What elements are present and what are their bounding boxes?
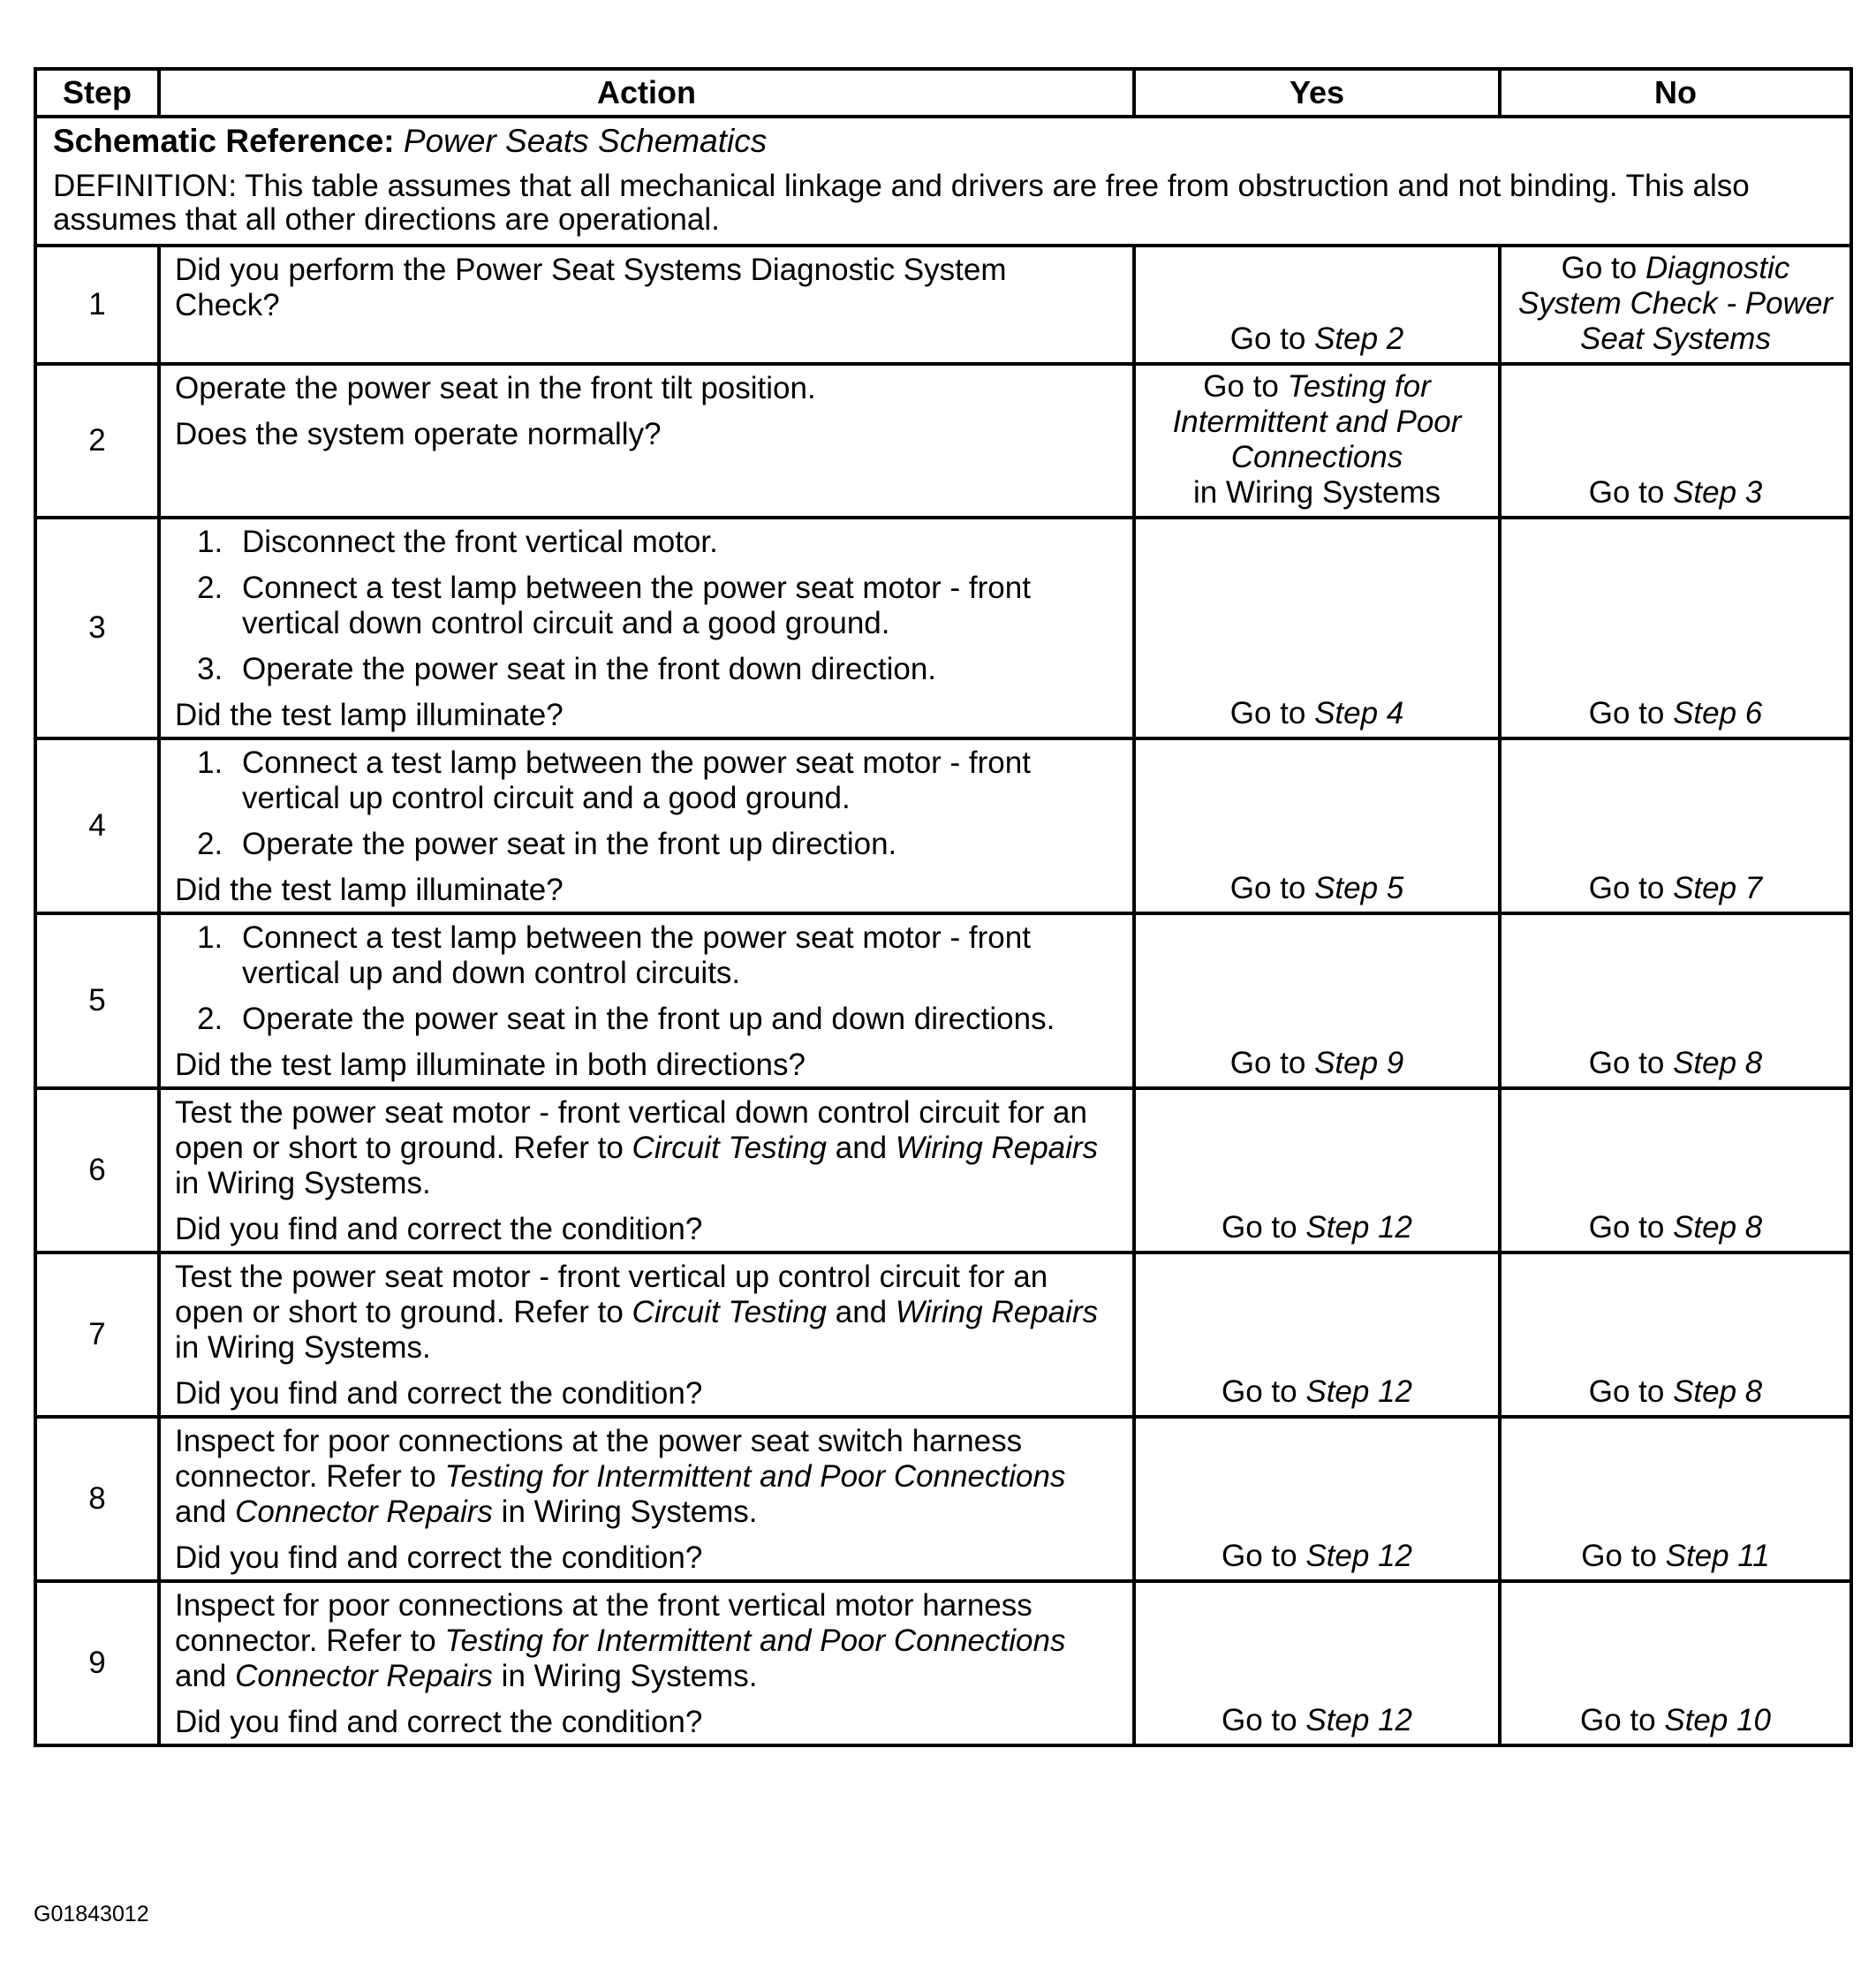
- reference-link: Testing for Intermittent and Poor Connections: [444, 1459, 1066, 1494]
- action-step-item: 3. Operate the power seat in the front down direction.: [231, 652, 1118, 687]
- no-goto-prefix: Go to: [1561, 251, 1638, 285]
- action-text-part: and: [827, 1131, 896, 1165]
- step-number: 3: [35, 518, 159, 738]
- no-goto-prefix: Go to: [1588, 871, 1665, 905]
- header-action: Action: [159, 69, 1134, 117]
- figure-id: G01843012: [34, 1902, 149, 1926]
- action-question: Did you find and correct the condition?: [175, 1376, 703, 1411]
- yes-cell: [1134, 1417, 1500, 1581]
- schematic-reference-label: Schematic Reference:: [53, 123, 395, 159]
- no-goto-prefix: Go to: [1580, 1703, 1656, 1737]
- no-goto-reference: Step 6: [1673, 696, 1763, 730]
- action-question: Did the test lamp illuminate in both directions?: [175, 1048, 806, 1082]
- step-number: 8: [35, 1417, 159, 1581]
- no-goto-prefix: Go to: [1581, 1539, 1657, 1573]
- action-question: Does the system operate normally?: [175, 417, 662, 451]
- action-text-part: in Wiring Systems.: [492, 1659, 758, 1693]
- step-number: 2: [35, 364, 159, 518]
- action-question: Did you find and correct the condition?: [175, 1705, 703, 1739]
- yes-goto-prefix: Go to: [1222, 1374, 1297, 1409]
- action-question: Did you perform the Power Seat Systems Diagnostic System Check?: [175, 253, 1007, 322]
- action-cell: [159, 738, 1134, 913]
- yes-goto-reference: Step 5: [1314, 871, 1404, 905]
- yes-goto-reference: Step 9: [1314, 1046, 1404, 1080]
- definition-text: DEFINITION: This table assumes that all mechanical linkage and drivers are free from obstruction and not binding. This also assumes that all other directions are operational.: [53, 169, 1750, 237]
- no-cell: [1500, 364, 1851, 518]
- action-text: [175, 1588, 1118, 1694]
- no-goto-reference: Step 10: [1664, 1703, 1771, 1737]
- action-text-part: Inspect for poor connections at the power seat switch harness connector. Refer to: [175, 1424, 1023, 1494]
- no-cell: [1500, 1088, 1851, 1253]
- action-text: Operate the power seat in the front tilt position.: [175, 371, 816, 405]
- table-row: [35, 518, 1851, 738]
- action-step-item: 2. Operate the power seat in the front up and down directions.: [231, 1002, 1118, 1037]
- reference-row: [35, 117, 1851, 246]
- yes-goto-prefix: Go to: [1222, 1210, 1297, 1245]
- no-goto-prefix: Go to: [1588, 475, 1665, 510]
- action-text-part: and: [175, 1495, 236, 1529]
- step-number: 4: [35, 738, 159, 913]
- step-number: 5: [35, 913, 159, 1088]
- action-cell: [159, 364, 1134, 518]
- no-goto-reference: Step 8: [1673, 1046, 1763, 1080]
- yes-goto-prefix: Go to: [1229, 696, 1306, 730]
- no-cell: [1500, 246, 1851, 364]
- action-text-part: in Wiring Systems.: [175, 1330, 431, 1365]
- action-text: [175, 1424, 1118, 1530]
- yes-cell: [1134, 1581, 1500, 1745]
- yes-cell: [1134, 1253, 1500, 1417]
- action-text-part: in Wiring Systems.: [175, 1166, 431, 1200]
- action-text: [175, 1260, 1118, 1366]
- action-cell: [159, 1417, 1134, 1581]
- header-yes: Yes: [1134, 69, 1500, 117]
- action-text-part: and: [175, 1659, 236, 1693]
- reference-link: Testing for Intermittent and Poor Connections: [444, 1623, 1066, 1658]
- yes-cell: [1134, 364, 1500, 518]
- yes-cell: [1134, 738, 1500, 913]
- no-goto-prefix: Go to: [1588, 1374, 1665, 1409]
- no-goto-reference: Step 7: [1673, 871, 1763, 905]
- table-row: [35, 1581, 1851, 1745]
- action-text-part: Inspect for poor connections at the front vertical motor harness connector. Refer to: [175, 1588, 1033, 1658]
- yes-goto-prefix: Go to: [1229, 322, 1306, 356]
- action-steps-list: [175, 920, 1118, 1037]
- action-question: Did the test lamp illuminate?: [175, 698, 564, 732]
- no-goto-reference: Step 11: [1665, 1539, 1770, 1573]
- reference-cell: [35, 117, 1851, 246]
- action-cell: [159, 518, 1134, 738]
- yes-goto-prefix: Go to: [1222, 1539, 1297, 1573]
- action-cell: [159, 1088, 1134, 1253]
- table-row: [35, 913, 1851, 1088]
- header-row: [35, 69, 1851, 117]
- schematic-reference: [53, 124, 1834, 159]
- no-goto-reference: Diagnostic System Check - Power Seat Systems: [1518, 251, 1833, 356]
- action-step-item: 1. Disconnect the front vertical motor.: [231, 525, 1118, 560]
- reference-link: Wiring Repairs: [895, 1131, 1099, 1165]
- yes-goto-suffix: in Wiring Systems: [1192, 475, 1441, 510]
- action-text-part: in Wiring Systems.: [492, 1495, 758, 1529]
- step-number: 6: [35, 1088, 159, 1253]
- yes-goto-reference: Step 12: [1305, 1703, 1412, 1737]
- yes-goto-prefix: Go to: [1229, 1046, 1306, 1080]
- action-question: Did the test lamp illuminate?: [175, 873, 564, 907]
- yes-goto-prefix: Go to: [1229, 871, 1306, 905]
- yes-goto-reference: Step 4: [1314, 696, 1404, 730]
- action-cell: [159, 246, 1134, 364]
- action-cell: [159, 913, 1134, 1088]
- schematic-reference-link: Power Seats Schematics: [403, 123, 768, 159]
- yes-cell: [1134, 1088, 1500, 1253]
- no-goto-prefix: Go to: [1588, 1046, 1665, 1080]
- action-cell: [159, 1581, 1134, 1745]
- action-steps-list: [175, 525, 1118, 687]
- no-goto-reference: Step 8: [1673, 1210, 1763, 1245]
- reference-link: Circuit Testing: [632, 1295, 828, 1329]
- no-cell: [1500, 738, 1851, 913]
- action-text-part: Test the power seat motor - front vertical up control circuit for an open or short to ground. Refer to: [175, 1260, 1048, 1329]
- table-row: [35, 1088, 1851, 1253]
- reference-link: Wiring Repairs: [895, 1295, 1099, 1329]
- header-no: No: [1500, 69, 1851, 117]
- no-goto-reference: Step 8: [1673, 1374, 1763, 1409]
- table-row: [35, 246, 1851, 364]
- yes-goto-reference: Testing for Intermittent and Poor Connections: [1172, 369, 1462, 474]
- no-cell: [1500, 1417, 1851, 1581]
- no-cell: [1500, 518, 1851, 738]
- action-text: [175, 1095, 1118, 1201]
- yes-goto-reference: Step 12: [1305, 1374, 1412, 1409]
- step-number: 7: [35, 1253, 159, 1417]
- action-text-part: and: [827, 1295, 896, 1329]
- table-row: [35, 364, 1851, 518]
- no-goto-prefix: Go to: [1588, 1210, 1665, 1245]
- yes-cell: [1134, 518, 1500, 738]
- no-cell: [1500, 1581, 1851, 1745]
- reference-link: Circuit Testing: [632, 1131, 828, 1165]
- action-step-item: 1. Connect a test lamp between the power seat motor - front vertical up control circuit and a good ground.: [231, 746, 1118, 816]
- yes-cell: [1134, 246, 1500, 364]
- table-row: [35, 1417, 1851, 1581]
- action-question: Did you find and correct the condition?: [175, 1212, 703, 1246]
- action-steps-list: [175, 746, 1118, 862]
- reference-link: Connector Repairs: [235, 1495, 493, 1529]
- table-row: [35, 1253, 1851, 1417]
- yes-goto-reference: Step 12: [1305, 1539, 1412, 1573]
- action-text-part: Test the power seat motor - front vertical down control circuit for an open or short to ground. Refer to: [175, 1095, 1087, 1165]
- header-step: Step: [35, 69, 159, 117]
- action-step-item: 2. Operate the power seat in the front up direction.: [231, 827, 1118, 862]
- yes-goto-reference: Step 2: [1314, 322, 1404, 356]
- step-number: 9: [35, 1581, 159, 1745]
- no-cell: [1500, 1253, 1851, 1417]
- yes-goto-reference: Step 12: [1305, 1210, 1412, 1245]
- no-goto-reference: Step 3: [1673, 475, 1763, 510]
- yes-goto-prefix: Go to: [1222, 1703, 1297, 1737]
- reference-link: Connector Repairs: [235, 1659, 493, 1693]
- yes-cell: [1134, 913, 1500, 1088]
- no-cell: [1500, 913, 1851, 1088]
- step-number: 1: [35, 246, 159, 364]
- action-question: Did you find and correct the condition?: [175, 1540, 703, 1575]
- diagnostic-table: [34, 67, 1853, 1747]
- yes-goto-prefix: Go to: [1203, 369, 1279, 404]
- table-row: [35, 738, 1851, 913]
- action-step-item: 2. Connect a test lamp between the power seat motor - front vertical down control circuit and a good ground.: [231, 571, 1118, 641]
- action-step-item: 1. Connect a test lamp between the power seat motor - front vertical up and down control circuits.: [231, 920, 1118, 991]
- action-cell: [159, 1253, 1134, 1417]
- no-goto-prefix: Go to: [1588, 696, 1665, 730]
